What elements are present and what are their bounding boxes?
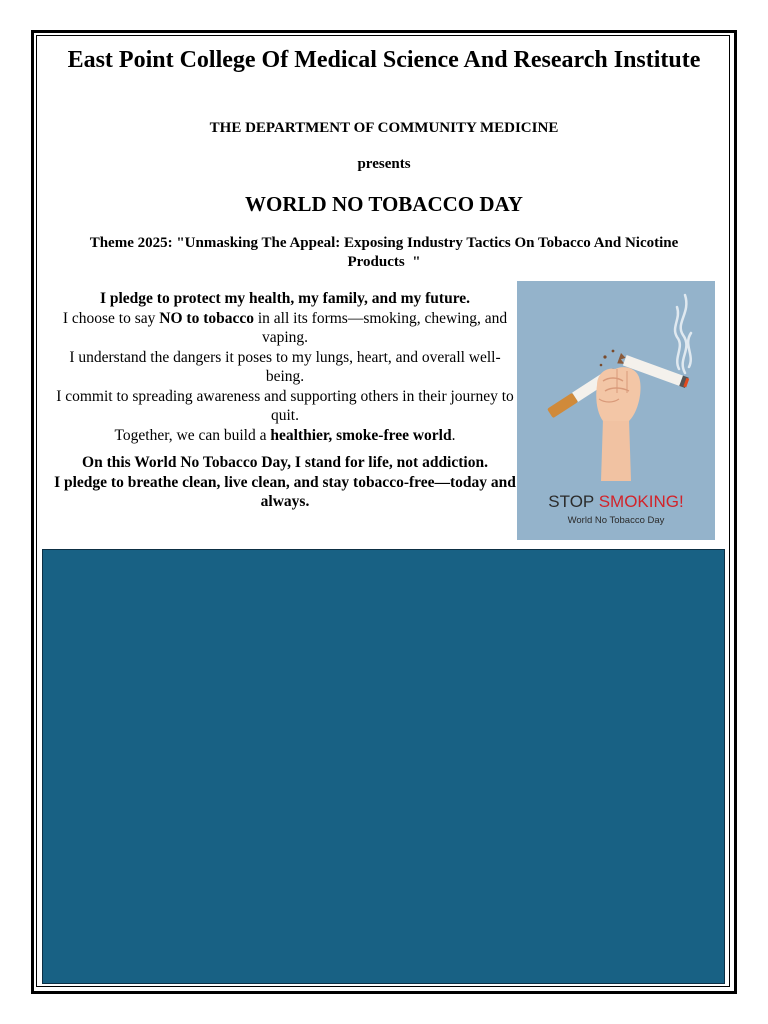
department-heading: THE DEPARTMENT OF COMMUNITY MEDICINE — [209, 120, 559, 136]
blue-content-panel — [42, 549, 725, 984]
presents-text: presents — [357, 156, 411, 172]
pledge-line-2: I choose to say NO to tobacco in all its forms—smoking, chewing, and vaping. — [62, 309, 508, 346]
pledge-line-3: I understand the dangers it poses to my lungs, heart, and overall well-being. — [69, 348, 501, 385]
raised-fist-icon — [596, 367, 640, 481]
pledge-line-4: I commit to spreading awareness and supporting others in their journey to quit. — [56, 387, 514, 424]
poster-illustration — [517, 281, 715, 491]
theme-text: Theme 2025: "Unmasking The Appeal: Exposing Industry Tactics On Tobacco And Nicotine Products " — [89, 235, 683, 270]
poster-subtitle: World No Tobacco Day — [567, 515, 665, 526]
pledge-text — [52, 289, 518, 512]
stop-smoking-poster — [517, 281, 715, 540]
smoke-icon — [675, 295, 691, 373]
closing-line-2: I pledge to breathe clean, live clean, and stay tobacco-free—today and always. — [54, 473, 516, 510]
event-title: WORLD NO TOBACCO DAY — [245, 192, 523, 216]
pledge-line-5: Together, we can build a healthier, smoke-free world. — [114, 426, 456, 444]
closing-line-1: On this World No Tobacco Day, I stand for life, not addiction. — [82, 454, 488, 471]
poster-title: STOP SMOKING! — [548, 492, 684, 511]
pledge-line-1: I pledge to protect my health, my family, and my future. — [99, 290, 471, 307]
college-title: East Point College Of Medical Science And Research Institute — [67, 47, 701, 73]
